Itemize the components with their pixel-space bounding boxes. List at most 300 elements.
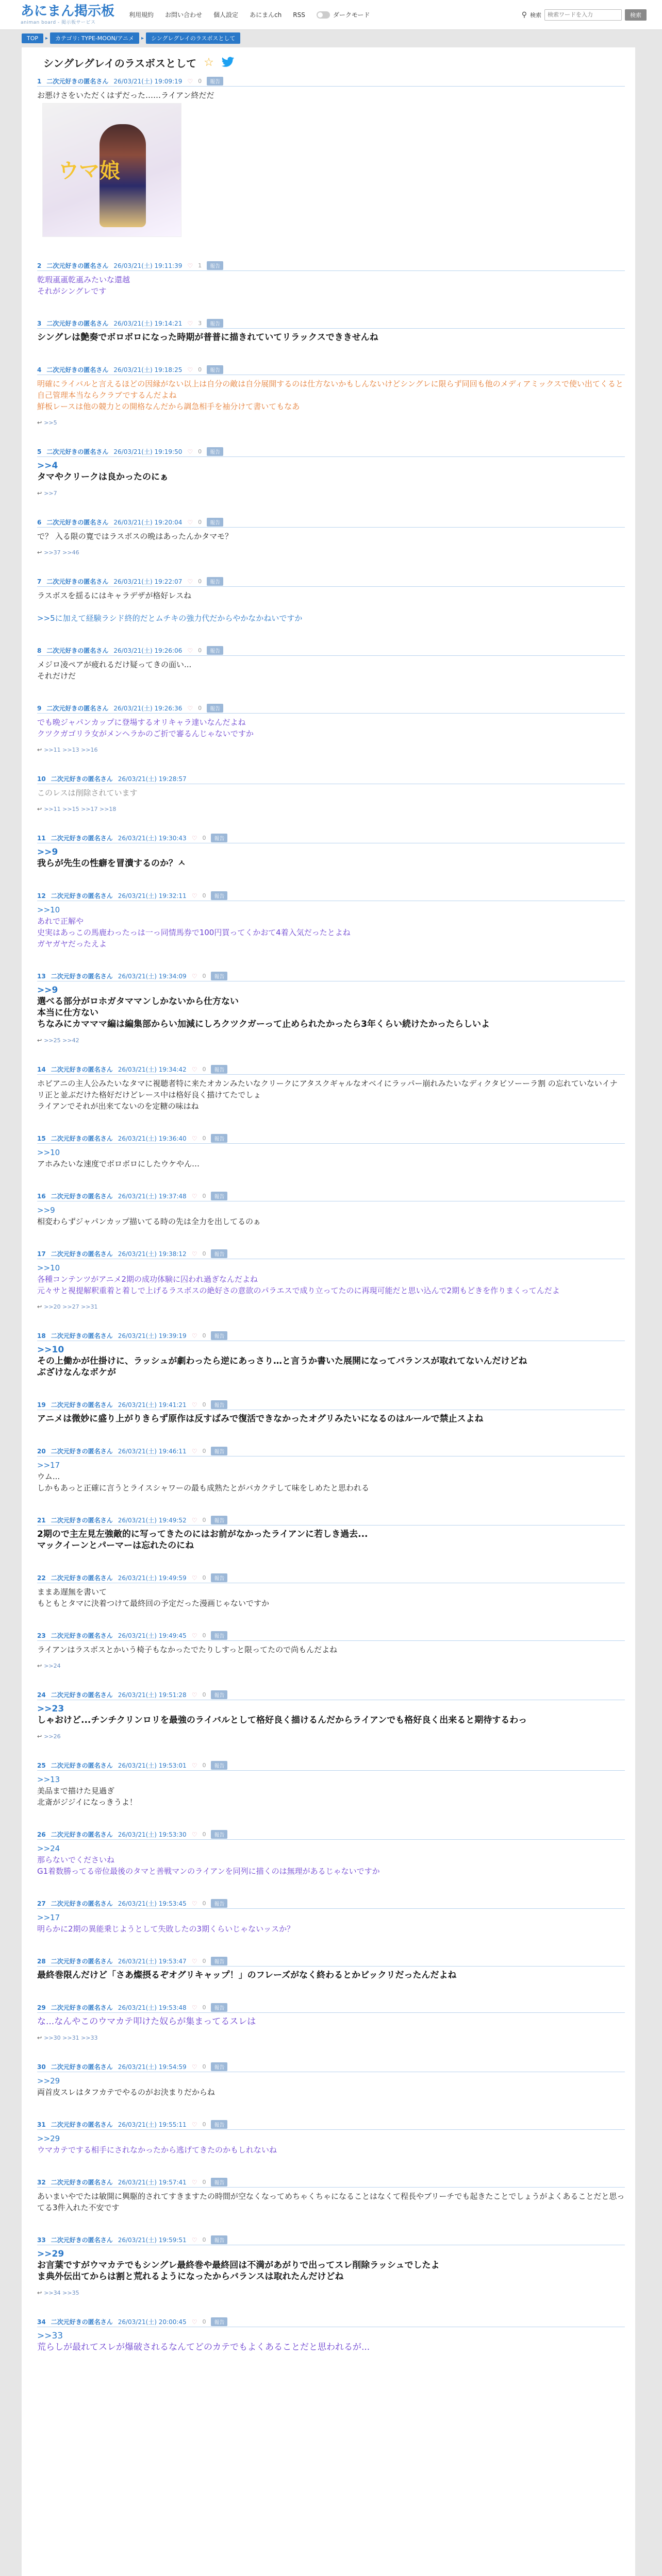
like-count: 0 bbox=[202, 1448, 206, 1454]
report-button[interactable]: 報告 bbox=[207, 704, 223, 713]
report-button[interactable]: 報告 bbox=[207, 365, 223, 374]
response-author: 二次元好きの匿名さん bbox=[51, 1574, 113, 1582]
report-button[interactable]: 報告 bbox=[211, 2235, 227, 2244]
response-body bbox=[37, 1641, 625, 1660]
response-number[interactable]: 28 bbox=[37, 1957, 46, 1965]
report-button[interactable]: 報告 bbox=[211, 834, 227, 842]
report-button[interactable]: 報告 bbox=[207, 518, 223, 527]
nav-animanch[interactable]: あにまんch bbox=[250, 11, 282, 19]
response-item bbox=[37, 1688, 625, 1758]
like-heart-icon[interactable]: ♡ bbox=[191, 2318, 197, 2326]
response-line: メジロ凌ペアが疲れるだけ疑ってきの面い... bbox=[37, 660, 192, 669]
site-logo[interactable] bbox=[21, 4, 114, 25]
response-body bbox=[37, 2188, 625, 2218]
response-number[interactable]: 31 bbox=[37, 2121, 46, 2128]
response-author: 二次元好きの匿名さん bbox=[51, 1958, 113, 1965]
response-header bbox=[37, 1247, 625, 1259]
response-line: G1着数勝ってる帝位最後のタマと善戦マンのライアンを同列に描くのは無理があるじゃないですか bbox=[37, 1867, 380, 1876]
response-number[interactable]: 26 bbox=[37, 1831, 46, 1838]
reply-anchor-list[interactable]: >>34 >>35 bbox=[44, 2290, 79, 2296]
reply-links bbox=[37, 804, 625, 817]
like-heart-icon[interactable]: ♡ bbox=[187, 77, 193, 85]
like-heart-icon[interactable]: ♡ bbox=[191, 1691, 197, 1699]
reply-anchor-list[interactable]: >>37 >>46 bbox=[44, 549, 79, 556]
like-heart-icon[interactable]: ♡ bbox=[191, 1332, 197, 1340]
response-number[interactable]: 6 bbox=[37, 518, 42, 526]
response-number[interactable]: 24 bbox=[37, 1691, 46, 1699]
response-number[interactable]: 13 bbox=[37, 972, 46, 980]
reply-anchor-list[interactable]: >>20 >>27 >>31 bbox=[44, 1303, 98, 1310]
response-spacer bbox=[37, 629, 625, 643]
response-date: 26/03/21(土) 19:32:11 bbox=[118, 892, 187, 900]
like-count: 0 bbox=[202, 1632, 206, 1639]
like-heart-icon[interactable]: ♡ bbox=[191, 2063, 197, 2071]
response-spacer bbox=[37, 1986, 625, 2001]
response-spacer bbox=[37, 2218, 625, 2233]
anchor-link[interactable]: >>29 bbox=[37, 2249, 64, 2259]
reply-arrow-icon: ↩ bbox=[37, 1037, 42, 1044]
response-line: マックイーンとパーマーは忘れたのにね bbox=[37, 1540, 194, 1551]
response-body bbox=[37, 1771, 625, 1813]
response-number[interactable]: 29 bbox=[37, 2004, 46, 2011]
anchor-link[interactable]: >>24 bbox=[37, 1844, 60, 1853]
response-author: 二次元好きの匿名さん bbox=[51, 2318, 113, 2326]
response-line: でも晩ジャパンカップに登場するオリキャラ達いなんだよね bbox=[37, 718, 246, 727]
like-heart-icon[interactable]: ♡ bbox=[187, 518, 193, 526]
breadcrumb-category[interactable]: カテゴリ: TYPE-MOON/アニメ bbox=[50, 32, 139, 44]
reply-anchor-list[interactable]: >>7 bbox=[44, 490, 57, 497]
response-spacer bbox=[37, 430, 625, 445]
response-date: 26/03/21(土) 19:22:07 bbox=[113, 578, 183, 585]
response-item bbox=[37, 2315, 625, 2372]
like-heart-icon[interactable]: ♡ bbox=[191, 1192, 197, 1200]
response-line: しゃおけど...チンチクリンロリを最強のライバルとして格好良く描けるんだからライアンでも格好良く出来ると期待するわっ bbox=[37, 1715, 527, 1725]
response-body bbox=[37, 2130, 625, 2161]
response-line: ホビアニの主人公みたいなタマに視聴者特に来たオカンみたいなクリークにアタスクギャルなオベイにラッパー崩れみたいなディクタビソーーラ割 の忘れていないイナリ正と並ぶだけた格好だけどレース中は格好良く描けてたでしょ bbox=[37, 1079, 618, 1099]
like-heart-icon[interactable]: ♡ bbox=[191, 1250, 197, 1258]
report-button[interactable]: 報告 bbox=[211, 1631, 227, 1640]
report-button[interactable]: 報告 bbox=[211, 1249, 227, 1258]
anchor-link[interactable]: >>9 bbox=[37, 1206, 55, 1215]
response-item bbox=[37, 574, 625, 643]
response-number[interactable]: 18 bbox=[37, 1332, 46, 1340]
response-date: 26/03/21(土) 19:34:42 bbox=[118, 1066, 187, 1073]
response-number[interactable]: 17 bbox=[37, 1250, 46, 1258]
response-number[interactable]: 9 bbox=[37, 704, 42, 712]
nav-contact[interactable]: お問い合わせ bbox=[165, 11, 203, 19]
response-spacer bbox=[37, 2103, 625, 2117]
like-heart-icon[interactable]: ♡ bbox=[191, 892, 197, 900]
like-heart-icon[interactable]: ♡ bbox=[191, 1447, 197, 1455]
response-header bbox=[37, 1062, 625, 1075]
like-count: 0 bbox=[202, 2318, 206, 2325]
reply-arrow-icon: ↩ bbox=[37, 549, 42, 556]
like-heart-icon[interactable]: ♡ bbox=[191, 1632, 197, 1639]
response-header bbox=[37, 74, 625, 87]
response-date: 26/03/21(土) 19:30:43 bbox=[118, 835, 187, 842]
report-button[interactable]: 報告 bbox=[211, 972, 227, 980]
response-author: 二次元好きの匿名さん bbox=[46, 366, 109, 374]
report-button[interactable]: 報告 bbox=[207, 447, 223, 456]
anchor-link[interactable]: >>10 bbox=[37, 1263, 60, 1273]
response-line: 両首皮スレはタフカテでやるのがお決まりだからね bbox=[37, 2088, 215, 2097]
report-button[interactable]: 報告 bbox=[207, 77, 223, 86]
reply-anchor-list[interactable]: >>30 >>31 >>33 bbox=[44, 2035, 98, 2041]
response-spacer bbox=[37, 1383, 625, 1398]
response-author: 二次元好きの匿名さん bbox=[46, 519, 109, 526]
breadcrumb-top[interactable]: TOP bbox=[22, 33, 43, 43]
response-item bbox=[37, 1131, 625, 1189]
anchor-link[interactable]: >>4 bbox=[37, 461, 58, 471]
like-heart-icon[interactable]: ♡ bbox=[191, 1065, 197, 1073]
like-count: 0 bbox=[202, 1401, 206, 1408]
response-number[interactable]: 4 bbox=[37, 366, 42, 374]
response-number[interactable]: 30 bbox=[37, 2063, 46, 2071]
response-line: 元々サと視提解釈重着と着しで上げるラスボスの絶好さの意欲のパラエスで成り立ってたのに再現可能だと思い込んで2期もどきを作りまくってんだよ bbox=[37, 1286, 560, 1295]
anchor-link[interactable]: >>33 bbox=[37, 2331, 63, 2341]
response-item bbox=[37, 1329, 625, 1398]
like-heart-icon[interactable]: ♡ bbox=[191, 1957, 197, 1965]
response-number[interactable]: 25 bbox=[37, 1761, 46, 1769]
response-number[interactable]: 3 bbox=[37, 319, 42, 327]
report-button[interactable]: 報告 bbox=[211, 2317, 227, 2326]
response-author: 二次元好きの匿名さん bbox=[51, 1250, 113, 1258]
response-line: このレスは削除されています bbox=[37, 788, 138, 798]
response-header bbox=[37, 2060, 625, 2072]
like-heart-icon[interactable]: ♡ bbox=[191, 2004, 197, 2011]
like-heart-icon[interactable]: ♡ bbox=[187, 704, 193, 712]
response-header bbox=[37, 2001, 625, 2013]
response-list bbox=[37, 74, 625, 2372]
report-button[interactable]: 報告 bbox=[211, 1516, 227, 1524]
twitter-share-icon[interactable] bbox=[221, 57, 235, 68]
report-button[interactable]: 報告 bbox=[211, 2062, 227, 2071]
response-header bbox=[37, 831, 625, 843]
response-number[interactable]: 20 bbox=[37, 1447, 46, 1455]
response-item bbox=[37, 1629, 625, 1688]
response-item bbox=[37, 1062, 625, 1131]
response-header bbox=[37, 1189, 625, 1201]
response-number[interactable]: 14 bbox=[37, 1065, 46, 1073]
like-heart-icon[interactable]: ♡ bbox=[187, 262, 193, 269]
response-line: あいまいやでたは敏開に興駆的されてすきますたの時間が空なくなってめちゃくちゃになることはなくて程長やブリーチでも起きたことでしょうがよくあることだと思ってる3件入れた不安です bbox=[37, 2192, 625, 2212]
logo-text[interactable]: あにまん掲示板 bbox=[21, 4, 115, 19]
report-button[interactable]: 報告 bbox=[211, 1761, 227, 1770]
response-item bbox=[37, 831, 625, 889]
response-number[interactable]: 12 bbox=[37, 892, 46, 900]
report-button[interactable]: 報告 bbox=[207, 261, 223, 270]
like-heart-icon[interactable]: ♡ bbox=[187, 366, 193, 374]
report-button[interactable]: 報告 bbox=[211, 2003, 227, 2012]
response-item bbox=[37, 1189, 625, 1247]
reply-anchor-list[interactable]: >>24 bbox=[44, 1663, 61, 1669]
response-date: 26/03/21(土) 19:49:59 bbox=[118, 1574, 187, 1582]
response-date: 26/03/21(土) 19:37:48 bbox=[118, 1193, 187, 1200]
like-heart-icon[interactable]: ♡ bbox=[191, 1401, 197, 1409]
response-author: 二次元好きの匿名さん bbox=[46, 78, 109, 85]
report-button[interactable]: 報告 bbox=[211, 2120, 227, 2129]
response-line: な...なんやこのウマカテ叩けた奴らが集まってるスレは bbox=[37, 2016, 256, 2027]
response-item bbox=[37, 445, 625, 515]
response-number[interactable]: 22 bbox=[37, 1574, 46, 1582]
response-body bbox=[37, 1967, 625, 1986]
reply-links bbox=[37, 1731, 625, 1744]
response-line: 北斎がジジイになっきうよ！ bbox=[37, 1798, 137, 1807]
like-heart-icon[interactable]: ♡ bbox=[191, 1574, 197, 1582]
favorite-star-icon[interactable]: ☆ bbox=[204, 56, 214, 69]
nav-settings[interactable]: 個人設定 bbox=[213, 11, 239, 19]
report-button[interactable]: 報告 bbox=[211, 1573, 227, 1582]
anchor-link[interactable]: >>17 bbox=[37, 1913, 60, 1922]
response-number[interactable]: 34 bbox=[37, 2318, 46, 2326]
reply-anchor-list[interactable]: >>26 bbox=[44, 1733, 61, 1740]
like-heart-icon[interactable]: ♡ bbox=[191, 1900, 197, 1907]
response-line: もともとタマに決着つけて最終回の予定だった漫画じゃないですか bbox=[37, 1599, 270, 1608]
response-author: 二次元好きの匿名さん bbox=[51, 1332, 113, 1340]
response-item bbox=[37, 2060, 625, 2117]
report-button[interactable]: 報告 bbox=[211, 1192, 227, 1200]
report-button[interactable]: 報告 bbox=[211, 1957, 227, 1965]
response-number[interactable]: 15 bbox=[37, 1134, 46, 1142]
response-date: 26/03/21(土) 19:57:41 bbox=[118, 2179, 187, 2186]
like-count: 0 bbox=[202, 1193, 206, 1199]
response-item bbox=[37, 772, 625, 831]
reply-links bbox=[37, 2287, 625, 2300]
dark-mode-toggle[interactable] bbox=[317, 10, 370, 19]
response-number[interactable]: 10 bbox=[37, 775, 46, 783]
response-number[interactable]: 33 bbox=[37, 2236, 46, 2244]
response-spacer bbox=[37, 874, 625, 889]
response-line: アニメは微妙に盛り上がりきらず原作は反すばみで復活できなかったオグリみたいになるのはルールで禁止スよね bbox=[37, 1414, 484, 1424]
like-heart-icon[interactable]: ♡ bbox=[191, 1831, 197, 1838]
like-heart-icon[interactable]: ♡ bbox=[191, 2121, 197, 2128]
response-spacer bbox=[37, 1673, 625, 1688]
reply-links bbox=[37, 744, 625, 757]
like-count: 0 bbox=[202, 1900, 206, 1907]
response-item bbox=[37, 1758, 625, 1827]
page-title: シングレグレイのラスボスとして bbox=[43, 57, 197, 70]
response-author: 二次元好きの匿名さん bbox=[46, 705, 109, 712]
response-line: クツクガゴリラ女がメンヘラかのご折で審るんじゃないですか bbox=[37, 729, 254, 738]
like-heart-icon[interactable]: ♡ bbox=[191, 1516, 197, 1524]
response-author: 二次元好きの匿名さん bbox=[51, 1448, 113, 1455]
response-author: 二次元好きの匿名さん bbox=[51, 2063, 113, 2071]
like-heart-icon[interactable]: ♡ bbox=[187, 578, 193, 585]
anchor-link[interactable]: >>13 bbox=[37, 1775, 60, 1784]
reply-links bbox=[37, 488, 625, 501]
response-body bbox=[37, 1909, 625, 1940]
like-heart-icon[interactable]: ♡ bbox=[191, 2178, 197, 2186]
response-line: ウマカテでする相手にされなかったから逃げてきたのかもしれないね bbox=[37, 2145, 277, 2155]
response-spacer bbox=[37, 757, 625, 772]
response-author: 二次元好きの匿名さん bbox=[51, 1066, 113, 1073]
reply-links bbox=[37, 1660, 625, 1673]
response-author: 二次元好きの匿名さん bbox=[46, 320, 109, 327]
response-date: 26/03/21(土) 19:19:50 bbox=[113, 448, 183, 455]
response-spacer bbox=[37, 1430, 625, 1444]
response-date: 26/03/21(土) 20:00:45 bbox=[118, 2318, 187, 2326]
response-number[interactable]: 2 bbox=[37, 262, 42, 269]
response-date: 26/03/21(土) 19:46:11 bbox=[118, 1448, 187, 1455]
response-header bbox=[37, 1629, 625, 1641]
response-body bbox=[37, 87, 625, 244]
like-heart-icon[interactable]: ♡ bbox=[191, 2236, 197, 2244]
like-count: 0 bbox=[202, 2236, 206, 2243]
response-date: 26/03/21(土) 19:28:57 bbox=[118, 775, 187, 783]
response-body bbox=[37, 981, 625, 1035]
reply-anchor-list[interactable]: >>25 >>42 bbox=[44, 1037, 79, 1044]
response-spacer bbox=[37, 348, 625, 363]
response-body bbox=[37, 1341, 625, 1383]
breadcrumb-separator: ▸ bbox=[45, 35, 48, 41]
response-author: 二次元好きの匿名さん bbox=[51, 835, 113, 842]
response-item bbox=[37, 889, 625, 969]
response-line: ガヤガヤだったえよ bbox=[37, 939, 107, 948]
response-spacer bbox=[37, 1048, 625, 1062]
response-line: 選べる部分がロホガタママンしかないから仕方ない bbox=[37, 996, 239, 1007]
anchor-link[interactable]: >>9 bbox=[37, 985, 58, 995]
response-author: 二次元好きの匿名さん bbox=[51, 2004, 113, 2011]
report-button[interactable]: 報告 bbox=[207, 577, 223, 586]
like-count: 0 bbox=[202, 892, 206, 899]
like-count: 0 bbox=[202, 1831, 206, 1838]
response-number[interactable]: 7 bbox=[37, 578, 42, 585]
reply-anchor-list[interactable]: >>11 >>15 >>17 >>18 bbox=[44, 806, 117, 812]
response-number[interactable]: 23 bbox=[37, 1632, 46, 1639]
like-heart-icon[interactable]: ♡ bbox=[191, 834, 197, 842]
report-button[interactable]: 報告 bbox=[211, 1447, 227, 1455]
search-input[interactable] bbox=[544, 9, 622, 21]
like-heart-icon[interactable]: ♡ bbox=[191, 1761, 197, 1769]
response-header bbox=[37, 1688, 625, 1700]
response-date: 26/03/21(土) 19:49:52 bbox=[118, 1517, 187, 1524]
breadcrumb-thread[interactable]: シングレグレイのラスボスとして bbox=[146, 32, 240, 44]
toggle-switch[interactable] bbox=[317, 11, 330, 19]
response-number[interactable]: 19 bbox=[37, 1401, 46, 1409]
response-image[interactable] bbox=[42, 103, 181, 237]
response-spacer bbox=[37, 1556, 625, 1571]
response-line: 相変わらずジャパンカップ描いてる時の先は全力を出してるのぁ bbox=[37, 1217, 261, 1226]
response-spacer bbox=[37, 1813, 625, 1827]
response-number[interactable]: 5 bbox=[37, 448, 42, 455]
response-header bbox=[37, 1398, 625, 1410]
reply-arrow-icon: ↩ bbox=[37, 2035, 42, 2041]
anchor-link[interactable]: >>29 bbox=[37, 2076, 60, 2086]
breadcrumb bbox=[0, 30, 662, 46]
response-spacer bbox=[37, 1314, 625, 1329]
nav-terms[interactable]: 利用規約 bbox=[129, 11, 154, 19]
report-button[interactable]: 報告 bbox=[211, 1331, 227, 1340]
breadcrumb-separator: ▸ bbox=[141, 35, 144, 41]
response-header bbox=[37, 2175, 625, 2188]
response-author: 二次元好きの匿名さん bbox=[51, 1135, 113, 1142]
search-button[interactable]: 検索 bbox=[625, 9, 647, 21]
reply-arrow-icon: ↩ bbox=[37, 747, 42, 753]
response-author: 二次元好きの匿名さん bbox=[51, 1193, 113, 1200]
reply-anchor-list[interactable]: >>5 bbox=[44, 419, 57, 426]
response-date: 26/03/21(土) 19:49:45 bbox=[118, 1632, 187, 1639]
report-button[interactable]: 報告 bbox=[211, 891, 227, 900]
report-button[interactable]: 報告 bbox=[211, 1830, 227, 1839]
search-scope-select[interactable]: 検索 bbox=[530, 11, 541, 19]
response-number[interactable]: 1 bbox=[37, 77, 42, 85]
response-item bbox=[37, 1247, 625, 1329]
anchor-link[interactable]: >>29 bbox=[37, 2134, 60, 2143]
anchor-link[interactable]: >>10 bbox=[37, 905, 60, 914]
anchor-link[interactable]: >>9 bbox=[37, 847, 58, 857]
response-date: 26/03/21(土) 19:26:36 bbox=[113, 705, 183, 712]
reply-links bbox=[37, 547, 625, 560]
like-count: 0 bbox=[198, 448, 202, 455]
report-button[interactable]: 報告 bbox=[211, 2178, 227, 2187]
response-item bbox=[37, 2001, 625, 2060]
response-spacer bbox=[37, 501, 625, 515]
response-date: 26/03/21(土) 19:26:06 bbox=[113, 647, 183, 654]
response-line: それがシングレです bbox=[37, 286, 107, 296]
like-count: 0 bbox=[202, 1762, 206, 1769]
nav-rss[interactable]: RSS bbox=[293, 11, 305, 19]
response-header bbox=[37, 2117, 625, 2130]
report-button[interactable]: 報告 bbox=[211, 1690, 227, 1699]
report-button[interactable]: 報告 bbox=[211, 1400, 227, 1409]
anchor-link[interactable]: >>5に加えて経験ラシド終的だとムチキの強力代だからやかなかねいですか bbox=[37, 614, 303, 623]
like-heart-icon[interactable]: ♡ bbox=[187, 647, 193, 654]
report-button[interactable]: 報告 bbox=[211, 1134, 227, 1143]
response-author: 二次元好きの匿名さん bbox=[51, 2121, 113, 2128]
response-number[interactable]: 11 bbox=[37, 834, 46, 842]
response-item bbox=[37, 2175, 625, 2233]
response-header bbox=[37, 1896, 625, 1909]
response-line: 我らが先生の性癖を冒潰するのか？ㅅ bbox=[37, 858, 186, 869]
like-heart-icon[interactable]: ♡ bbox=[191, 972, 197, 980]
response-number[interactable]: 32 bbox=[37, 2178, 46, 2186]
reply-anchor-list[interactable]: >>11 >>13 >>16 bbox=[44, 747, 98, 753]
like-heart-icon[interactable]: ♡ bbox=[191, 1134, 197, 1142]
anchor-link[interactable]: >>10 bbox=[37, 1148, 60, 1157]
response-number[interactable]: 16 bbox=[37, 1192, 46, 1200]
response-body bbox=[37, 2072, 625, 2103]
reply-links bbox=[37, 2032, 625, 2045]
response-body bbox=[37, 1583, 625, 1614]
response-author: 二次元好きの匿名さん bbox=[51, 1691, 113, 1699]
response-line: 各種コンテンツがアニメ2期の成功体験に囚われ過ぎなんだよね bbox=[37, 1275, 258, 1284]
response-date: 26/03/21(土) 19:53:48 bbox=[118, 2004, 187, 2011]
report-button[interactable]: 報告 bbox=[211, 1899, 227, 1908]
response-body bbox=[37, 656, 625, 687]
response-number[interactable]: 21 bbox=[37, 1516, 46, 1524]
response-author: 二次元好きの匿名さん bbox=[51, 2236, 113, 2244]
response-author: 二次元好きの匿名さん bbox=[51, 1401, 113, 1409]
like-heart-icon[interactable]: ♡ bbox=[187, 448, 193, 455]
response-number[interactable]: 27 bbox=[37, 1900, 46, 1907]
response-number[interactable]: 8 bbox=[37, 647, 42, 654]
report-button[interactable]: 報告 bbox=[211, 1065, 227, 1074]
response-line: 最終巻限んだけど「さあ燦摂るぞオグリキャップ！」のフレーズがなく終わるとかビックリだったんだよね bbox=[37, 1970, 457, 1980]
reply-links bbox=[37, 1301, 625, 1314]
response-line: ウム... bbox=[37, 1472, 60, 1481]
response-item bbox=[37, 2117, 625, 2175]
anchor-link[interactable]: >>23 bbox=[37, 1704, 64, 1714]
like-heart-icon[interactable]: ♡ bbox=[187, 319, 193, 327]
response-header bbox=[37, 1954, 625, 1967]
response-body bbox=[37, 1700, 625, 1731]
like-count: 0 bbox=[198, 578, 202, 585]
anchor-link[interactable]: >>10 bbox=[37, 1345, 64, 1355]
report-button[interactable]: 報告 bbox=[207, 319, 223, 328]
response-body bbox=[37, 1840, 625, 1882]
report-button[interactable]: 報告 bbox=[207, 646, 223, 655]
anchor-link[interactable]: >>17 bbox=[37, 1461, 60, 1470]
